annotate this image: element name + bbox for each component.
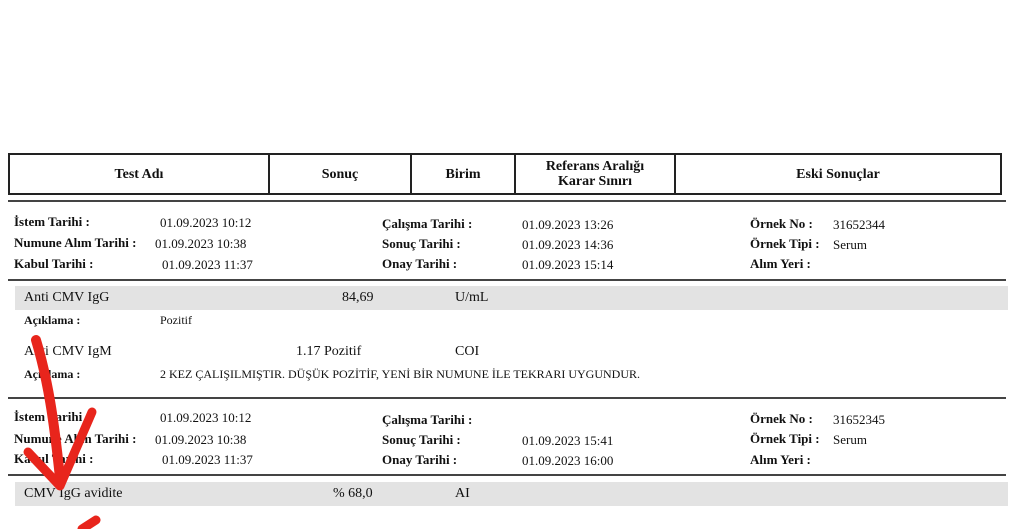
calisma-label: Çalışma Tarihi :: [382, 216, 473, 231]
header-unit: Birim: [445, 166, 481, 182]
test-name: Anti CMV IgM: [24, 344, 112, 359]
divider: [8, 279, 1006, 281]
onay-label: Onay Tarihi :: [382, 256, 458, 271]
header-reference: [516, 155, 674, 193]
results-table-header: [8, 153, 1002, 195]
result-row-highlight: [15, 286, 1008, 310]
test-result: 1.17 Pozitif: [296, 344, 362, 359]
istem-value: 01.09.2023 10:12: [160, 410, 252, 425]
onay-value: 01.09.2023 15:14: [522, 257, 614, 272]
test-unit: AI: [455, 486, 470, 501]
istem-value: 01.09.2023 10:12: [160, 215, 252, 230]
divider: [8, 397, 1006, 399]
calisma-label: Çalışma Tarihi :: [382, 412, 473, 427]
ornek-no-value: 31652344: [833, 217, 885, 232]
header-old-results: Eski Sonuçlar: [796, 166, 880, 182]
test-unit: U/mL: [455, 290, 489, 305]
numune-value: 01.09.2023 10:38: [155, 236, 247, 251]
header-reference-line2: Karar Sınırı: [557, 174, 633, 189]
sonuc-label: Sonuç Tarihi :: [382, 236, 461, 251]
note-label: Açıklama :: [24, 313, 81, 327]
header-test-name: Test Adı: [114, 166, 164, 182]
calisma-value: 01.09.2023 13:26: [522, 217, 614, 232]
ornek-no-label: Örnek No :: [750, 216, 813, 231]
ornek-tipi-label: Örnek Tipi :: [750, 431, 820, 446]
ornek-tipi-value: Serum: [833, 237, 867, 252]
sonuc-value: 01.09.2023 14:36: [522, 237, 614, 252]
numune-value: 01.09.2023 10:38: [155, 432, 247, 447]
alim-yeri-label: Alım Yeri :: [750, 256, 811, 271]
test-result: % 68,0: [333, 486, 373, 501]
alim-yeri-label: Alım Yeri :: [750, 452, 811, 467]
ornek-tipi-value: Serum: [833, 432, 867, 447]
header-result: Sonuç: [321, 166, 359, 182]
note-text: Pozitif: [160, 313, 192, 327]
kabul-label: Kabul Tarihi :: [14, 451, 94, 466]
sonuc-label: Sonuç Tarihi :: [382, 432, 461, 447]
ornek-no-label: Örnek No :: [750, 411, 813, 426]
note-label: Açıklama :: [24, 367, 81, 381]
istem-label: İstem Tarihi :: [14, 214, 90, 229]
istem-label: İstem Tarihi :: [14, 409, 90, 424]
divider: [8, 200, 1006, 202]
numune-label: Numune Alım Tarihi :: [14, 431, 137, 446]
test-name: Anti CMV IgG: [24, 290, 110, 305]
kabul-value: 01.09.2023 11:37: [162, 452, 253, 467]
kabul-label: Kabul Tarihi :: [14, 256, 94, 271]
onay-value: 01.09.2023 16:00: [522, 453, 614, 468]
header-reference-line1: Referans Aralığı: [545, 159, 645, 174]
test-name: CMV IgG avidite: [24, 486, 123, 501]
ornek-no-value: 31652345: [833, 412, 885, 427]
ornek-tipi-label: Örnek Tipi :: [750, 236, 820, 251]
note-text: 2 KEZ ÇALIŞILMIŞTIR. DÜŞÜK POZİTİF, YENİ BİR NUMUNE İLE TEKRARI UYGUNDUR.: [160, 367, 641, 381]
test-result: 84,69: [342, 290, 374, 305]
test-unit: COI: [455, 344, 480, 359]
kabul-value: 01.09.2023 11:37: [162, 257, 253, 272]
result-row-highlight: [15, 482, 1008, 506]
sonuc-value: 01.09.2023 15:41: [522, 433, 614, 448]
divider: [8, 474, 1006, 476]
onay-label: Onay Tarihi :: [382, 452, 458, 467]
numune-label: Numune Alım Tarihi :: [14, 235, 137, 250]
